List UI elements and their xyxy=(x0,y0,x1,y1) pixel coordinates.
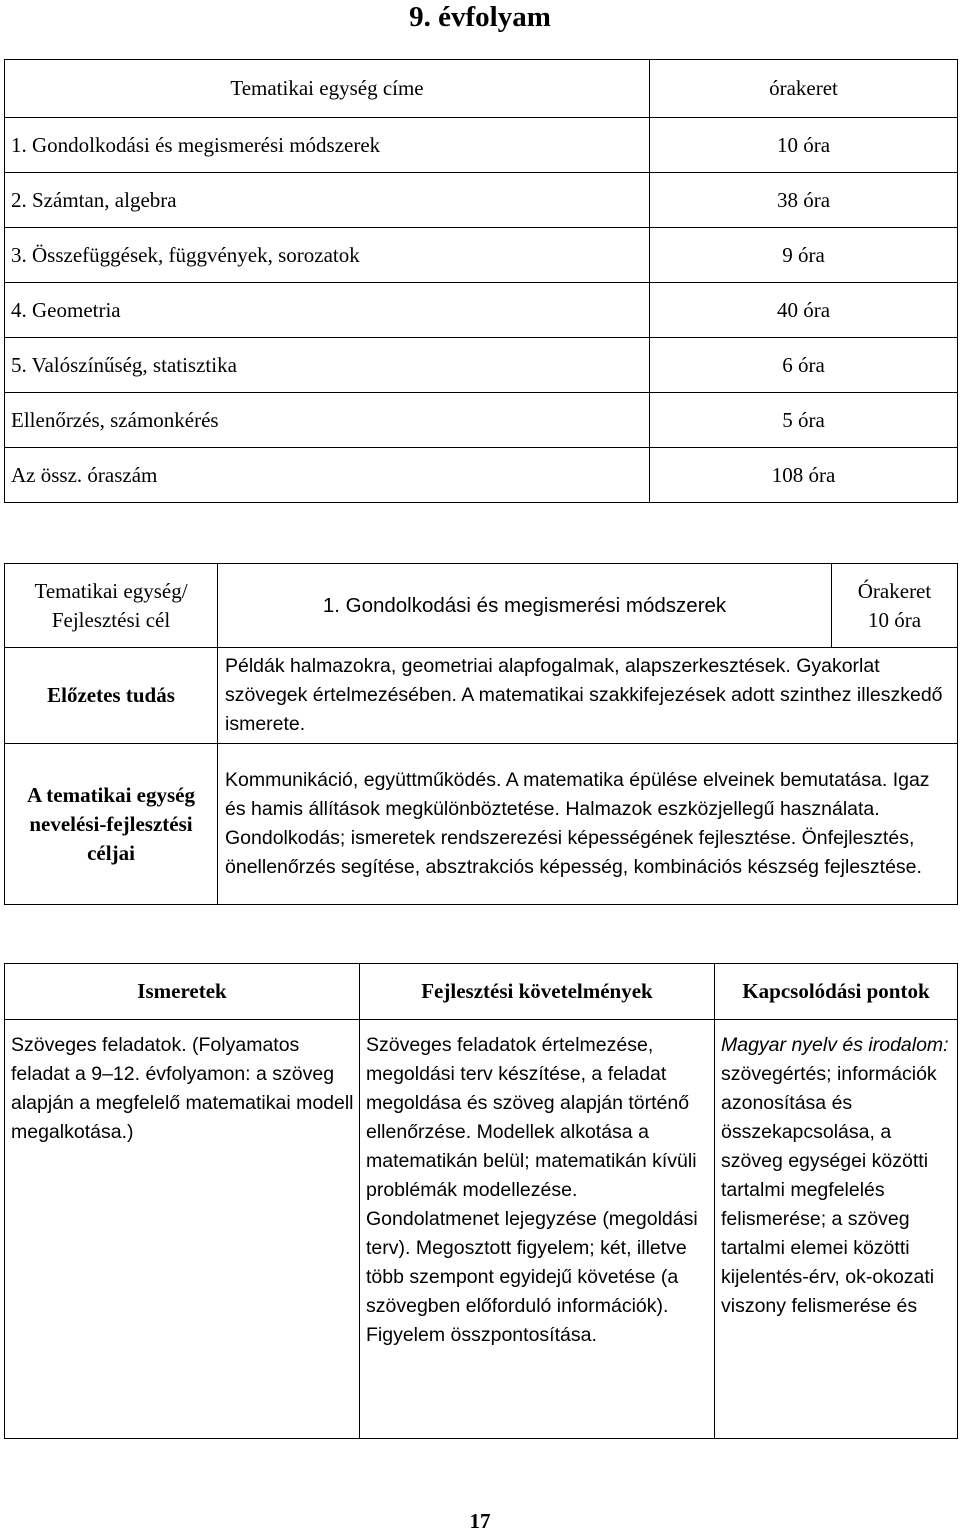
overview-header-topic: Tematikai egység címe xyxy=(5,60,650,118)
overview-topic: 5. Valószínűség, statisztika xyxy=(5,338,650,393)
overview-topic: 3. Összefüggések, függvények, sorozatok xyxy=(5,228,650,283)
overview-topic: Ellenőrzés, számonkérés xyxy=(5,393,650,448)
table-row xyxy=(5,118,958,173)
page-number: 17 xyxy=(469,1509,491,1533)
overview-topic: 4. Geometria xyxy=(5,283,650,338)
overview-header-hours: órakeret xyxy=(650,60,958,118)
table-row xyxy=(5,338,958,393)
knowledge-text: Szöveges feladatok. (Folyamatos feladat a 9–12. évfolyamon: a szöveg alapján a megfelelő matematikai modell megalkotása.) xyxy=(5,1020,360,1439)
header-connections: Kapcsolódási pontok xyxy=(715,964,958,1020)
overview-topic: Az össz. óraszám xyxy=(5,448,650,503)
requirements-table xyxy=(4,963,958,1439)
overview-hours: 10 óra xyxy=(650,118,958,173)
unit-header-row xyxy=(5,564,958,648)
table-row xyxy=(5,228,958,283)
goals-label: A tematikai egység nevelési-fejlesztési céljai xyxy=(5,744,218,905)
overview-hours: 5 óra xyxy=(650,393,958,448)
unit-hours-cell xyxy=(832,564,958,648)
requirements-header-row xyxy=(5,964,958,1020)
overview-hours: 9 óra xyxy=(650,228,958,283)
goals-text: Kommunikáció, együttműködés. A matematika épülése elveinek bemutatása. Igaz és hamis állítások megkülönböztetése. Halmazok eszközjellegű használata. Gondolkodás; ismeretek rendszerezési képességének fejlesztése. Önfejlesztés, önellenőrzés segítése, absztrakciós képesség, kombinációs készség fejlesztése. xyxy=(218,744,958,905)
goals-row xyxy=(5,744,958,905)
prior-knowledge-row xyxy=(5,648,958,744)
prior-knowledge-label: Előzetes tudás xyxy=(5,648,218,744)
unit-label-line2: Fejlesztési cél xyxy=(51,607,171,632)
unit-label-line1: Tematikai egység/ xyxy=(34,578,188,603)
connections-subject: Magyar nyelv és irodalom: xyxy=(721,1034,949,1056)
page-title: 9. évfolyam xyxy=(409,1,551,33)
unit-table xyxy=(4,563,958,905)
overview-topic: 1. Gondolkodási és megismerési módszerek xyxy=(5,118,650,173)
table-row xyxy=(5,283,958,338)
table-row xyxy=(5,173,958,228)
unit-topic: 1. Gondolkodási és megismerési módszerek xyxy=(218,564,832,648)
requirements-body-row xyxy=(5,1020,958,1439)
overview-hours: 6 óra xyxy=(650,338,958,393)
connections-text: szövegértés; információk azonosítása és összekapcsolása, a szöveg egységei közötti tartalmi megfelelés felismerése; a szöveg tartalmi elemei közötti kijelentés-érv, ok-okozati viszony felismerése és xyxy=(721,1063,937,1317)
overview-table xyxy=(4,59,958,503)
overview-hours: 38 óra xyxy=(650,173,958,228)
overview-hours: 40 óra xyxy=(650,283,958,338)
unit-hours-value: 10 óra xyxy=(867,607,922,632)
overview-topic: 2. Számtan, algebra xyxy=(5,173,650,228)
overview-header-row xyxy=(5,60,958,118)
header-knowledge: Ismeretek xyxy=(5,964,360,1020)
unit-label-cell xyxy=(5,564,218,648)
header-requirements: Fejlesztési követelmények xyxy=(360,964,715,1020)
table-row xyxy=(5,448,958,503)
unit-hours-label: Órakeret xyxy=(857,578,932,603)
connections-cell xyxy=(715,1020,958,1439)
table-row xyxy=(5,393,958,448)
prior-knowledge-text: Példák halmazokra, geometriai alapfogalmak, alapszerkesztések. Gyakorlat szövegek értelmezésében. A matematikai szakkifejezések adott szinthez illeszkedő ismerete. xyxy=(218,648,958,744)
requirements-text: Szöveges feladatok értelmezése, megoldási terv készítése, a feladat megoldása és szöveg alapján történő ellenőrzése. Modellek alkotása a matematikán belül; matematikán kívüli problémák modellezése. Gondolatmenet lejegyzése (megoldási terv). Megosztott figyelem; két, illetve több szempont egyidejű követése (a szövegben előforduló információk). Figyelem összpontosítása. xyxy=(360,1020,715,1439)
overview-hours: 108 óra xyxy=(650,448,958,503)
